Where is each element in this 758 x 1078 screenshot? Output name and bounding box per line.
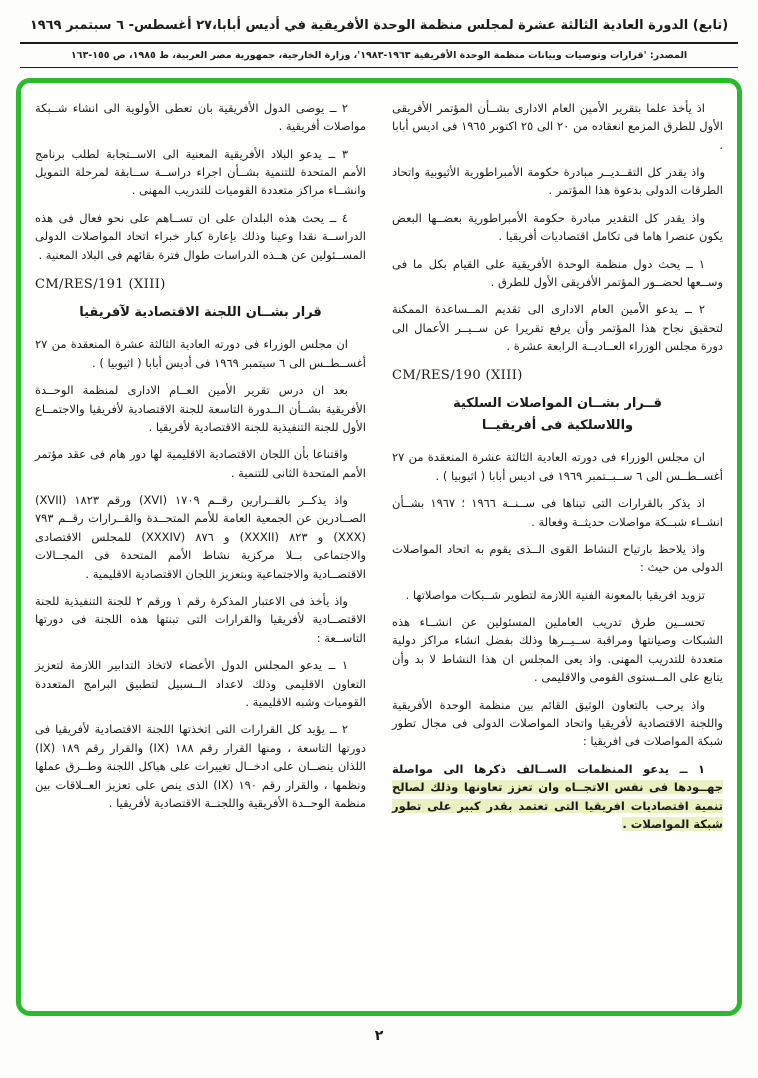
paragraph: ٢ ــ يؤيد كل القرارات التى اتخذتها اللجنة الاقتصادية لأفريقيا فى دورتها التاسعة ، ومنها القرار رقم ١٨٨ (IX) والقرار رقم ١٨٩ (IX) اللذان ينصــان على ادخــال تغييرات على هياكل اللجنة وطــرق عملها ونظمها ، والقرار رقم ١٩٠ (IX) الذى ينص على تعزيز العــلاقات بين منظمة الوحــدة الأفريقية واللجنــة الاقتصادية لأفريقيا . bbox=[35, 722, 366, 810]
paragraph: اذ يأخذ علما بتقرير الأمين العام الادارى بشــأن المؤتمر الأفريقى الأول للطرق المزمع انعقاده من ٢٠ الى ٢٥ اكتوبر ١٩٦٥ فى اديس أبابا . bbox=[392, 100, 723, 152]
resolution-code: CM/RES/190 (XIII) bbox=[392, 368, 523, 384]
highlighted-text: جهــودها فى نفس الاتجــاه وان تعزز تعاونها وذلك لصالح تنمية اقتصاديات افريقيا التى تعتمد بقدر كبير على تطور شبكة المواصلات . bbox=[392, 780, 723, 831]
paragraph: واذ يلاحظ بارتياح النشاط القوى الــذى يقوم به اتحاد المواصلات الدولى من حيث : bbox=[392, 541, 723, 575]
paragraph: ٢ ــ يوصى الدول الأفريقية بان تعطى الأولوية الى انشاء شــبكة مواصلات أفريقية . bbox=[35, 100, 366, 134]
resolution-title-line: قــرار بشــان المواصلات السلكية bbox=[453, 396, 662, 412]
paragraph: واذ يرحب بالتعاون الوثيق القائم بين منظمة الوحدة الأفريقية واللجنة الاقتصادية لأفريقيا واتحاد المواصلات الدولى فى مجال تطور شبكة المواصلات فى افريقيا : bbox=[392, 697, 723, 749]
closing-paragraph bbox=[392, 760, 723, 834]
page-footer bbox=[12, 1025, 746, 1044]
two-column-layout bbox=[35, 99, 723, 1001]
resolution-title bbox=[392, 393, 723, 436]
page-number: ٢ bbox=[374, 1027, 384, 1044]
column-right bbox=[392, 99, 723, 1001]
paragraph: ١ ــ يحث دول منظمة الوحدة الأفريقية على القيام بكل ما فى وســعها لحضــور المؤتمر الأفريقى الأول للطرق . bbox=[392, 256, 723, 289]
paragraph: ٤ ــ يحث هذه البلدان على ان تســاهم على نحو فعال فى هذه الدراســة نقدا وعينا وذلك بإعارة كبار خبراء اتحاد المواصلات الدولى المســئولين عن هــذه الدراسات طوال فترة بقائهم فى البلاد المعنية . bbox=[35, 210, 366, 262]
page-header bbox=[12, 16, 746, 68]
header-divider-top bbox=[20, 42, 738, 44]
paragraph: ١ ــ يدعو المجلس الدول الأعضاء لاتخاذ التدابير اللازمة لتعزيز التعاون الاقليمى وذلك لاعداد الــسبيل لتطبيق البرامج المتعددة القوميات وشبه الاقليمية . bbox=[35, 658, 366, 709]
resolution-title: قرار بشــان اللجنة الاقتصادية لآفريقيا bbox=[79, 304, 322, 320]
paragraph: اذ يذكر بالقرارات التى تبناها فى ســنــة ١٩٦٦ ؛ ١٩٦٧ بشــأن انشــاء شبــكة مواصلات حديثــة وفعالة . bbox=[392, 496, 723, 529]
paragraph: ان مجلس الوزراء فى دورته العادية الثالثة عشرة المنعقدة من ٢٧ أغســطــس الى ٦ سبتمبر ١٩٦٩ فى أديس أبابا ( اثيوبيا ) . bbox=[35, 337, 366, 370]
document-title: (تابع) الدورة العادية الثالثة عشرة لمجلس منظمة الوحدة الأفريقية في أديس أبابا،٢٧ أغسطس- ٦ سبتمبر ١٩٦٩ bbox=[29, 18, 729, 33]
paragraph: تحســين طرق تدريب العاملين المسئولين عن انشــاء هذه الشبكات وصيانتها ومراقبة ســيــرها وذلك بفضل انشاء مراكز دولية متعددة للتدريب المهنى. واذ يعى المجلس ان هذا النشاط لا بد وأن يتابع على المــستوى القومى والاقليمى . bbox=[392, 615, 723, 685]
resolution-code: CM/RES/191 (XIII) bbox=[35, 276, 166, 292]
paragraph: ان مجلس الوزراء فى دورته العادية الثالثة عشرة المنعقدة من ٢٧ أغســطــس الى ٦ ســبــتمبر ١٩٦٩ فى اديس أبابا ( اثيوبيا ) . bbox=[392, 450, 723, 483]
column-left bbox=[35, 99, 366, 1001]
paragraph: ٣ ــ يدعو البلاد الأفريقية المعنية الى الاســتجابة لطلب برنامج الأمم المتحدة للتنمية بشــأن اجراء دراســة ســابقة لمرحلة التمويل وانشــاء مراكز متعددة القوميات للتدريب المهنى . bbox=[35, 146, 366, 198]
paragraph: تزويد افريقيا بالمعونة الفنية اللازمة لتطوير شــبكات مواصلاتها . bbox=[405, 587, 705, 602]
paragraph: ٢ ــ يدعو الأمين العام الادارى الى تقديم المــساعدة الممكنة لتحقيق نجاح هذا المؤتمر وأن يرفع تقريرا عن ســيــر الأعمال الى دورة مجلس الوزراء العــاديــة الرابعة عشرة . bbox=[392, 302, 723, 354]
paragraph: واذ يقدر كل التقــديــر مبادرة حكومة الأمبراطورية الأثيوبية واتحاد الطرقات الدولى بدعوة هذا المؤتمر . bbox=[392, 164, 723, 198]
paragraph: واذ يقدر كل التقدير مبادرة حكومة الأمبراطورية بعضــها البعض يكون عنصرا هاما فى تكامل اقتصاديات أفريقيا . bbox=[392, 210, 723, 244]
closing-lead-text: ١ ــ يدعو المنظمات الســالف ذكرها الى مواصلة bbox=[392, 761, 705, 776]
resolution-title-line: واللاسلكية فى أفريقيــا bbox=[481, 417, 634, 433]
header-divider-bottom bbox=[20, 67, 738, 68]
paragraph: واقتناعا بأن اللجان الاقتصادية الاقليمية لها دور هام فى عقد مؤتمر الأمم المتحدة الثانى للتنمية . bbox=[35, 447, 366, 480]
content-frame bbox=[16, 78, 742, 1016]
paragraph: بعد ان درس تقرير الأمين العــام الادارى لمنظمة الوحــدة الأفريقية بشــأن الــدورة التاسعة للجنة الاقتصادية لأفريقيا والاجتمــاع الأول للجنة التنفيذية للجنة الاقتصادية لأفريقيا . bbox=[35, 383, 366, 434]
paragraph: واذ يذكــر بالقــرارين رقــم ١٧٠٩ (XVI) ورقم ١٨٢٣ (XVII) الصــادرين عن الجمعية العامة للأمم المتحــدة والقــرارات رقــم ٧٩٣ (XXX) و ٨٢٣ (XXXII) و ٨٧٦ (XXXIV) للمجلس الاقتصادى والاجتماعى بــلا مركزية نشاط الأمم المتحدة فى المجــالات الاقتصــادية والاجتماعية وبتعزيز اللجان الاقتصادية الاقليمية . bbox=[35, 493, 366, 581]
source-line: المصدر: 'قرارات وتوصيات وبيانات منظمة الوحدة الأفريقية ١٩٦٣-١٩٨٣'، وزارة الخارجية، جمهورية مصر العربية، ط ١٩٨٥، ص ١٥٥-١٦٣ bbox=[70, 49, 688, 61]
paragraph: واذ يأخذ فى الاعتبار المذكرة رقم ١ ورقم ٢ للجنة التنفيذية للجنة الاقتصــادية لأفريقيا والقرارات التى تبنتها هذه اللجنة فى دورتها التاســعة : bbox=[35, 594, 366, 645]
